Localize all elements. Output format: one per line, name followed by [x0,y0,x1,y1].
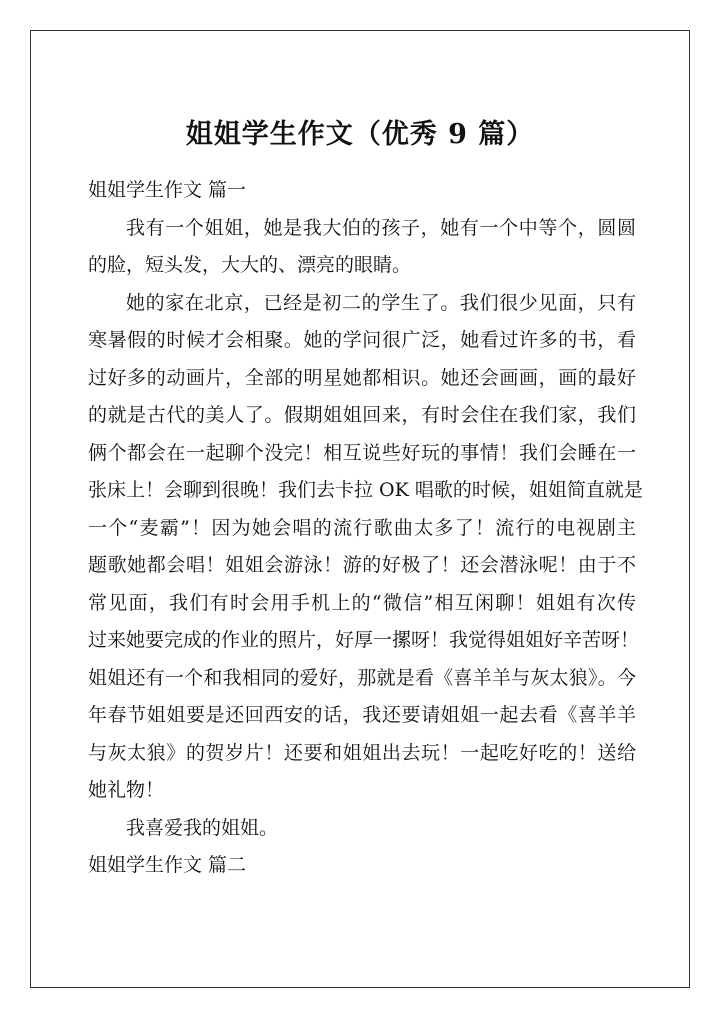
text-line: 年春节姐姐要是还回西安的话，我还要请姐姐一起去看《喜羊羊 [88,704,636,726]
text-line: 我喜爱我的姐姐。 [126,816,279,839]
text-line: 题歌她都会唱！姐姐会游泳！游的好极了！还会潜泳呢！由于不 [88,554,636,576]
text-line: 俩个都会在一起聊个没完！相互说些好玩的事情！我们会睡在一 [88,441,636,464]
section-heading-2: 姐姐学生作文 篇二 [88,854,247,876]
document-body [88,172,643,885]
text-line: 的脸，短头发，大大的、漂亮的眼睛。 [88,254,412,276]
text-line: 她礼物！ [88,779,165,801]
text-line: 常见面，我们有时会用手机上的“微信”相互闲聊！姐姐有次传 [88,591,636,614]
document-title: 姐姐学生作文（优秀 9 篇） [185,119,535,150]
text-line: 张床上！会聊到很晚！我们去卡拉 OK 唱歌的时候，姐姐简直就是 [88,479,643,501]
section-heading-1: 姐姐学生作文 篇一 [88,179,247,201]
text-line: 过来她要完成的作业的照片，好厚一摞呀！我觉得姐姐好辛苦呀！ [88,629,640,651]
text-line: 我有一个姐姐，她是我大伯的孩子，她有一个中等个，圆圆 [126,216,636,239]
text-line: 与灰太狼》的贺岁片！还要和姐姐出去玩！一起吃好吃的！送给 [88,741,636,764]
text-line: 寒暑假的时候才会相聚。她的学问很广泛，她看过许多的书，看 [88,329,636,351]
text-line: 她的家在北京，已经是初二的学生了。我们很少见面，只有 [126,291,636,314]
paragraph-1 [88,210,636,285]
text-line: 一个“麦霸”！因为她会唱的流行歌曲太多了！流行的电视剧主 [88,516,636,539]
text-line: 姐姐还有一个和我相同的爱好，那就是看《喜羊羊与灰太狼》。今 [88,666,636,689]
paragraph-3 [88,810,636,848]
text-line: 的就是古代的美人了。假期姐姐回来，有时会住在我们家，我们 [88,404,636,426]
text-line: 过好多的动画片，全部的明星她都相识。她还会画画，画的最好 [88,366,636,389]
paragraph-2 [88,285,643,810]
